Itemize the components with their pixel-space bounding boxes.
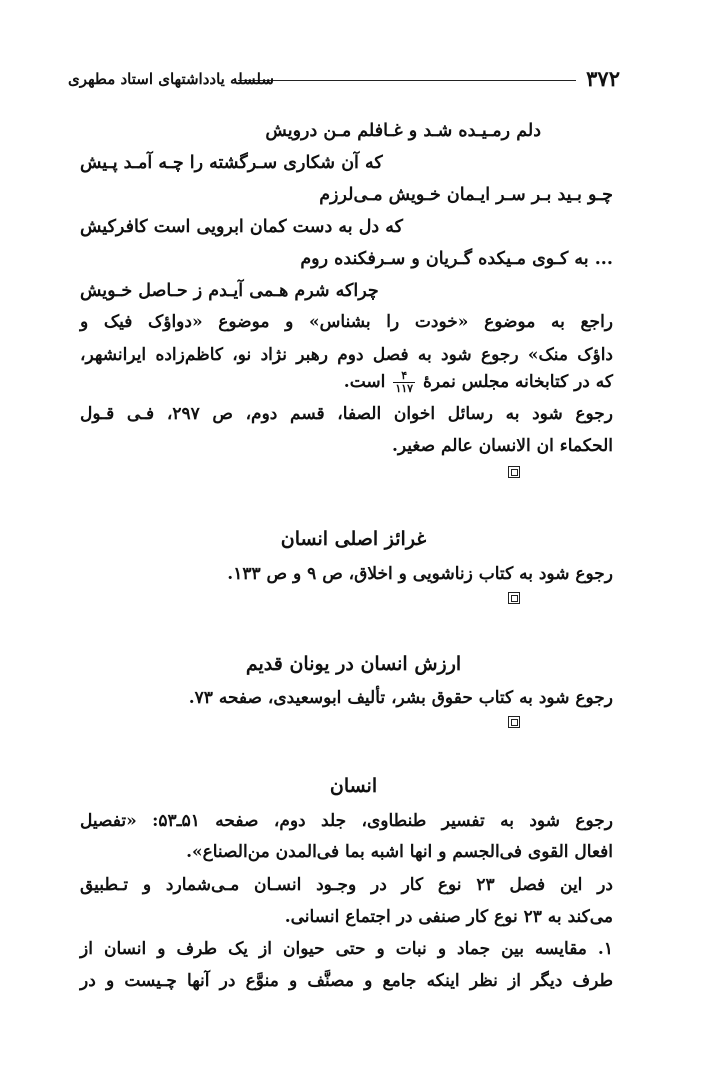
fraction-numerator: ۴ [393, 370, 415, 383]
poem-line: که دل به دست کمان ابرویی است کافرکیش [80, 217, 404, 237]
fraction-denominator: ۱۱۷ [395, 382, 414, 395]
paragraph-text: است. [343, 372, 386, 392]
poem-line: چـو بـید بـر سـر ایـمان خـویش مـی‌لرزم [319, 185, 613, 205]
paragraph-line [344, 368, 613, 396]
paragraph-text: که در کتابخانه مجلس نمرهٔ [422, 372, 613, 392]
shelf-number-fraction [393, 370, 415, 395]
poem-line: دلم رمـیـده شـد و غـافلم مـن درویش [265, 121, 541, 141]
poem-line: چراکه شرم هـمی آیـدم ز حـاصل خـویش [80, 281, 379, 301]
paragraph-line: رجوع شود به تفسیر طنطاوی، جلد دوم، صفحه ۵۱ـ۵۳: «تفصیل [80, 811, 613, 831]
section-heading: غرائز اصلی انسان [280, 528, 427, 550]
running-header [68, 64, 620, 98]
section-end-mark [508, 716, 520, 728]
section-heading: ارزش انسان در یونان قدیم [245, 653, 462, 675]
paragraph-line: رجوع شود به رسائل اخوان الصفا، قسم دوم، ص ۲۹۷، فـی قـول [80, 404, 613, 424]
paragraph-line: الحکماء ان الانسان عالم صغیر. [391, 436, 613, 456]
paragraph-line: داؤک منک» رجوع شود به فصل دوم رهبر نژاد نو، کاظم‌زاده ایرانشهر، [80, 345, 613, 365]
header-rule [238, 80, 576, 81]
paragraph-line: رجوع شود به کتاب حقوق بشر، تألیف ابوسعیدی، صفحه ۷۳. [188, 688, 613, 708]
poem-line: که آن شکاری سـرگشته را چـه آمـد پـیش [80, 153, 383, 173]
paragraph-line: در این فصل ۲۳ نوع کار در وجـود انسـان مـی‌شمارد و تـطبیق [80, 875, 613, 895]
paragraph-line: افعال القوی فی‌الجسم و انها اشبه بما فی‌المدن من‌الصناع». [186, 842, 613, 862]
page-number: ۳۷۲ [586, 66, 620, 91]
paragraph-line: راجع به موضوع «خودت را بشناس» و موضوع «دواؤک فیک و [80, 312, 613, 332]
paragraph-line: ۱. مقایسه بین جماد و نبات و حتی حیوان از یک طرف و انسان از [80, 939, 613, 959]
poem-line: ... به کـوی مـیکده گـریان و سـرفکنده روم [300, 249, 613, 269]
paragraph-line: رجوع شود به کتاب زناشویی و اخلاق، ص ۹ و ص ۱۳۳. [227, 564, 613, 584]
series-title: سلسله یادداشتهای استاد مطهری [68, 70, 274, 88]
paragraph-line: می‌کند به ۲۳ نوع کار صنفی در اجتماع انسانی. [284, 907, 613, 927]
section-end-mark [508, 466, 520, 478]
section-heading: انسان [329, 775, 378, 797]
paragraph-line: طرف دیگر از نظر اینکه جامع و مصنَّف و منوَّع در آنها چـیست و در [80, 971, 613, 991]
section-end-mark [508, 592, 520, 604]
